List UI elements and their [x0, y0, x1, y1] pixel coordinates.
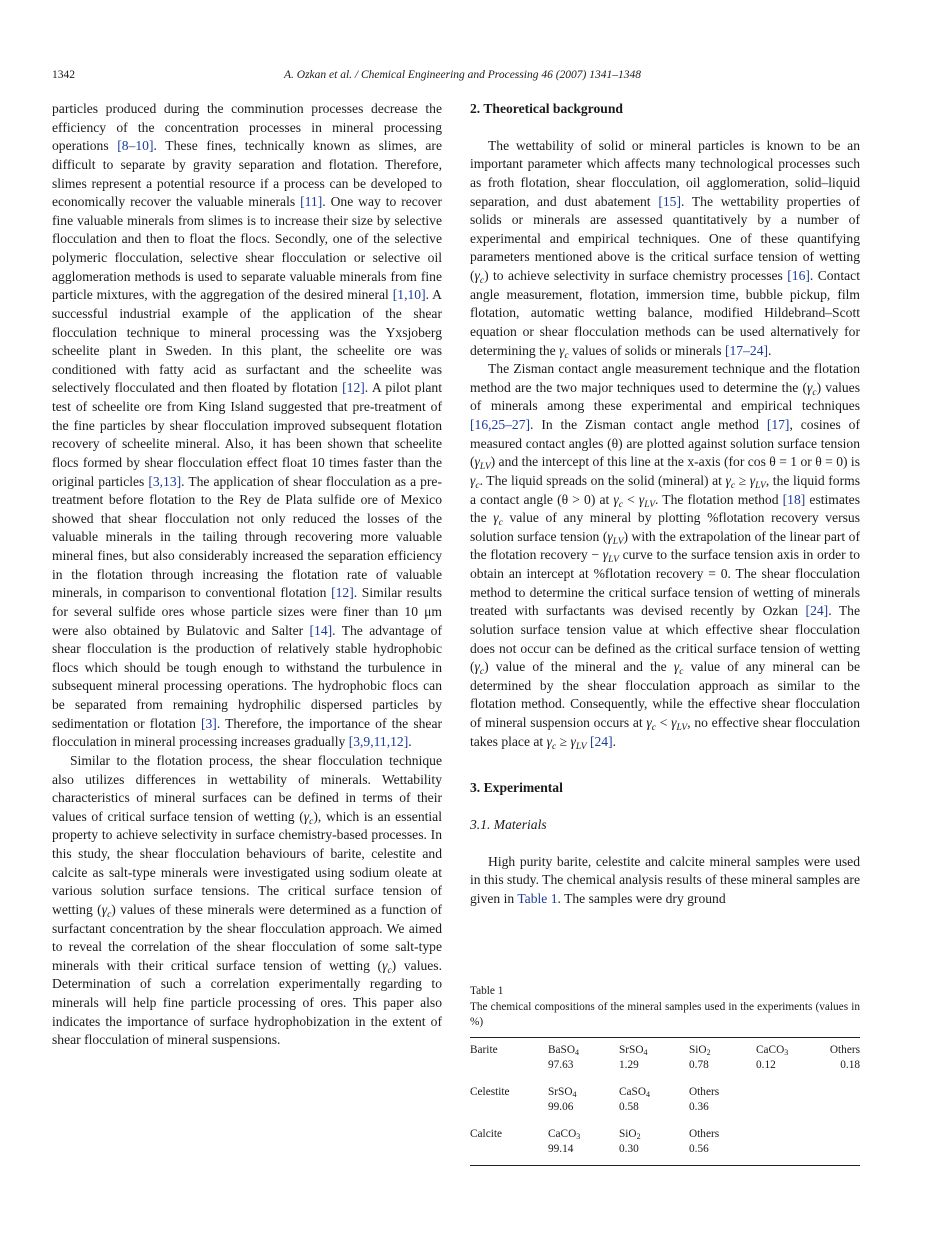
table-1 — [470, 984, 860, 1166]
composition-cell: Others 0.36 — [689, 1085, 720, 1113]
gamma-symbol: $\gamma_c$ — [470, 472, 480, 491]
citation-link[interactable]: [1,10] — [392, 287, 426, 303]
citation-link[interactable]: [18] — [782, 491, 806, 507]
citation-link[interactable]: Table 1 — [517, 890, 558, 906]
citation-link[interactable]: [12] — [342, 380, 365, 396]
section-3-1-body — [470, 853, 860, 909]
subsection-3-1-heading: 3.1. Materials — [470, 816, 547, 832]
citation-link[interactable]: [15] — [658, 193, 681, 209]
citation-link[interactable]: [12] — [331, 585, 354, 601]
paragraph: particles produced during the comminution processes decrease the efficiency of the concentration processes in mineral processing operations [8–10]. These fines, technically known as slimes, are difficult to separate by gravity separation and flotation. Therefore, slimes represent a potential resource if a process can be developed to economically recover the valuable minerals [11]. One way to recover fine valuable minerals from slimes is to increase their size by selective flocculation and then to float the flocs. Secondly, one of the selective polymeric flocculation, selective shear flocculation or selective oil agglomeration methods is used to separate valuable minerals from fine particle mixtures, with the aggregation of the desired mineral [1,10]. A successful industrial example of the application of the shear flocculation technique to mineral processing was the Yxsjoberg scheelite plant in Sweden. In this plant, the scheelite ore was conditioned with fatty acid as surfactant and the scheelite was selectively flocculated and then floated by flotation [12]. A pilot plant test of scheelite ore from King Island suggested that pre-treatment of the fine particles by shear flocculation improved subsequent flotation recovery of scheelite mineral. Also, it has been shown that scheelite flocs formed by shear flocculation effect float 10 times faster than the original particles [3,13]. The application of shear flocculation as a pre-treatment before flotation to the Rey de Plata sulfide ore of Mexico showed that shear flocculation not only reduced the losses of the valuable minerals in the tailing through recovering more valuable mineral fines, but also considerably increased the separation efficiency in the flotation through increasing the flotation rate of valuable minerals, in comparison to conventional flotation [12]. Similar results for several sulfide ores whose particle sizes were finer than 10 μm were also obtained by Bulatovic and Salter [14]. The advantage of shear flocculation is the production of relatively stable hydrophobic flocs which should be tough enough to withstand the turbulence in subsequent mineral processing operations. The hydrophobic flocs can be separated from remaining hydrophilic dispersed particles by sedimentation or flotation [3]. Therefore, the importance of the shear flocculation in mineral processing increases gradually [3,9,11,12]. — [52, 101, 442, 750]
composition-cell: SrSO$_4$ 99.06 — [548, 1085, 577, 1113]
composition-cell: SrSO$_4$ 1.29 — [619, 1043, 648, 1071]
gamma-symbol: $\gamma_c$ — [725, 472, 736, 491]
gamma-symbol: $\gamma_{LV}$ — [570, 733, 587, 752]
paragraph: The Zisman contact angle measurement technique and the flotation method are the two major techniques used to determine the $(\gamma_c)$ values of minerals among these experimental and empirical techniques [16,25–27]. In the Zisman contact angle method [17], cosines of measured contact angles (θ) are plotted against solution surface tension $(\gamma_{LV})$ and the intercept of this line at the x-axis (for cos θ = 1 or θ = 0) is $\gamma_c$. The liquid spreads on the solid (mineral) at $\gamma_c \ge \gamma_{LV}$, the liquid forms a contact angle (θ > 0) at $\gamma_c < \gamma_{LV}$. The flotation method [18] estimates the $\gamma_c$ value of any mineral by plotting %flotation recovery versus solution surface tension $(\gamma_{LV})$ with the extrapolation of the linear part of the flotation recovery − $\gamma_{LV}$ curve to the surface tension axis in order to obtain an intercept at %flotation recovery = 0. The shear flocculation method to determine the critical surface tension of wetting of minerals treated with surfactants was devised recently by Ozkan [24]. The solution surface tension value at which effective shear flocculation does not occur can be defined as the critical surface tension of wetting $(\gamma_c)$ value of the mineral and the $\gamma_c$ value of any mineral can be determined by the shear flocculation approach as similar to the flotation method. Consequently, while the effective shear flocculation of mineral suspension occurs at $\gamma_c < \gamma_{LV}$, no effective shear flocculation takes place at $\gamma_c \ge \gamma_{LV}$ [24]. — [470, 361, 861, 752]
gamma-symbol: $\gamma_c$ — [806, 379, 817, 398]
paragraph: Similar to the flotation process, the shear flocculation technique also utilizes differences in wettability of minerals. Wettability characteristics of mineral surfaces can be defined in terms of their values of critical surface tension of wetting $(\gamma_c)$, which is an essential property to achieve selectivity in surface chemistry-based processes. In this study, the shear flocculation behaviours of barite, celestite and calcite as salt-type minerals were investigated using sodium oleate at various solution surface tensions. The critical surface tension of wetting $(\gamma_c)$ values of these minerals were determined as a function of surfactant concentration by the shear flocculation approach. We aimed to reveal the correlation of the shear flocculation of some salt-type minerals with their critical surface tension of wetting $(\gamma_c)$ values. Determination of such a correlation experimentally regarding to minerals will help fine particle processing of ores. This paper also indicates the importance of surface hydrophobization in the extent of shear flocculation of mineral suspensions. — [52, 752, 443, 1048]
citation-link[interactable]: [11] — [300, 194, 323, 210]
gamma-symbol: $\gamma_{LV}$ — [749, 472, 766, 491]
citation-link[interactable]: [17] — [766, 417, 790, 432]
gamma-symbol: $\gamma_{LV}$ — [602, 547, 619, 566]
running-title: A. Ozkan et al. / Chemical Engineering and Processing 46 (2007) 1341–1348 — [284, 69, 641, 81]
gamma-symbol: $\gamma_{LV}$ — [474, 454, 491, 473]
citation-link[interactable]: [3,13] — [148, 473, 182, 489]
gamma-symbol: $\gamma_c$ — [646, 715, 656, 733]
citation-link[interactable]: [8–10] — [117, 138, 154, 154]
gamma-symbol: $\gamma_c$ — [546, 733, 557, 752]
citation-link[interactable]: [16,25–27] — [470, 417, 531, 432]
section-3-heading: 3. Experimental — [470, 780, 563, 796]
section-2-body — [470, 137, 860, 752]
right-column — [470, 100, 860, 908]
section-2-heading: 2. Theoretical background — [470, 101, 623, 116]
table-caption: The chemical compositions of the mineral samples used in the experiments (values in %) — [470, 1000, 860, 1028]
composition-cell: CaCO$_3$ 0.12 — [756, 1043, 789, 1071]
composition-cell: SiO$_2$ 0.78 — [689, 1043, 711, 1071]
citation-link[interactable]: [3,9,11,12] — [348, 734, 409, 750]
paragraph: The wettability of solid or mineral particles is known to be an important parameter which affects many technological processes such as froth flotation, shear flocculation, oil agglomeration, solid–liquid separation, and dust abatement [15]. The wettability properties of solids or minerals are assessed quantitatively by a number of experimental and empirical techniques. One of these quantifying parameters mentioned above is the critical surface tension of wetting $(\gamma_c)$ to achieve selectivity in surface chemistry processes [16]. Contact angle measurement, flotation, immersion time, bubble pickup, film flotation, automatic wetting balance, modified Hildebrand–Scott equation or shear flocculation methods can be used alternatively for determining the $\gamma_c$ values of solids or minerals [17–24]. — [470, 137, 861, 361]
citation-link[interactable]: [3] — [200, 715, 217, 731]
gamma-symbol: $\gamma_c$ — [474, 659, 485, 678]
composition-cell: BaSO$_4$ 97.63 — [548, 1043, 579, 1071]
gamma-symbol: $\gamma_c$ — [382, 957, 392, 976]
citation-link[interactable]: [16] — [787, 268, 810, 283]
mineral-name: Barite — [470, 1043, 498, 1056]
gamma-symbol: $\gamma_c$ — [493, 510, 503, 529]
gamma-symbol: $\gamma_{LV}$ — [638, 491, 656, 510]
composition-cell: Others 0.56 — [689, 1127, 720, 1155]
paragraph: High purity barite, celestite and calcite mineral samples were used in this study. The chemical analysis results of these mineral samples are given in Table 1. The samples were dry ground — [470, 853, 860, 906]
citation-link[interactable]: [24] — [805, 603, 829, 619]
table-row — [470, 1123, 860, 1166]
mineral-name: Calcite — [470, 1127, 502, 1140]
mineral-name: Celestite — [470, 1085, 510, 1098]
composition-cell — [827, 1123, 860, 1166]
left-column — [52, 100, 442, 1050]
gamma-symbol: $\gamma_c$ — [101, 901, 112, 920]
composition-cell: Others 0.18 — [829, 1043, 860, 1071]
gamma-symbol: $\gamma_{LV}$ — [607, 528, 624, 547]
citation-link[interactable]: [24] — [589, 733, 613, 749]
composition-cell — [827, 1081, 860, 1123]
gamma-symbol: $\gamma_c$ — [673, 659, 684, 678]
gamma-symbol: $\gamma_c$ — [303, 808, 314, 827]
composition-cell — [756, 1123, 827, 1166]
citation-link[interactable]: [14] — [309, 622, 333, 638]
gamma-symbol: $\gamma_c$ — [613, 491, 623, 510]
page-number: 1342 — [52, 69, 75, 81]
citation-link[interactable]: [17–24] — [724, 342, 769, 358]
gamma-symbol: $\gamma_{LV}$ — [671, 715, 688, 733]
composition-cell: CaCO$_3$ 99.14 — [548, 1127, 581, 1155]
gamma-symbol: $\gamma_c$ — [474, 268, 485, 286]
composition-table — [470, 1037, 860, 1166]
composition-cell — [756, 1081, 827, 1123]
table-label: Table 1 — [470, 985, 504, 997]
gamma-symbol: $\gamma_c$ — [559, 342, 569, 361]
table-row — [470, 1037, 860, 1081]
composition-cell: SiO$_2$ 0.30 — [619, 1127, 641, 1155]
table-row — [470, 1081, 860, 1123]
composition-cell: CaSO$_4$ 0.58 — [619, 1085, 650, 1113]
